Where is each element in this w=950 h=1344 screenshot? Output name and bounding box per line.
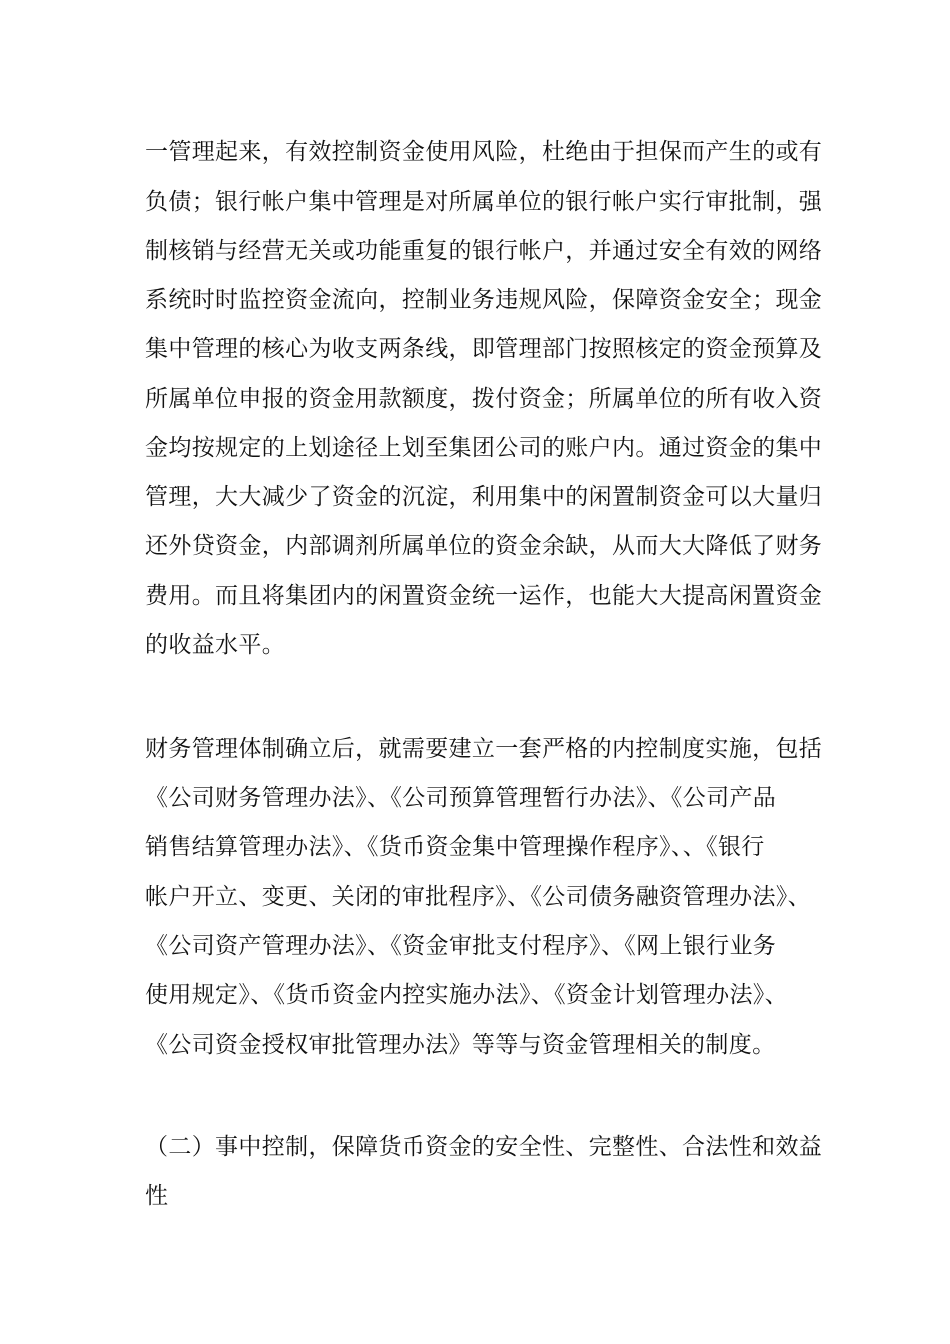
text-line: 一管理起来，有效控制资金使用风险，杜绝由于担保而产生的或有 bbox=[145, 139, 823, 165]
text-line: 帐户开立、变更、关闭的审批程序》、《公司债务融资管理办法》、 bbox=[145, 884, 811, 910]
heading-line: （二）事中控制，保障货币资金的安全性、完整性、合法性和效益 bbox=[145, 1134, 823, 1160]
text-line: 《公司资产管理办法》、《资金审批支付程序》、《网上银行业务 bbox=[145, 933, 777, 959]
text-line: 管理，大大减少了资金的沉淀，利用集中的闲置制资金可以大量归 bbox=[145, 484, 823, 510]
text-line: 《公司财务管理办法》、《公司预算管理暂行办法》、《公司产品 bbox=[145, 785, 777, 811]
text-line: 销售结算管理办法》、《货币资金集中管理操作程序》、、《银行 bbox=[145, 834, 765, 860]
text-line: 制核销与经营无关或功能重复的银行帐户，并通过安全有效的网络 bbox=[145, 238, 823, 264]
text-line: 使用规定》、《货币资金内控实施办法》、《资金计划管理办法》、 bbox=[145, 982, 788, 1008]
text-line: 集中管理的核心为收支两条线，即管理部门按照核定的资金预算及 bbox=[145, 336, 823, 362]
text-line: 财务管理体制确立后，就需要建立一套严格的内控制度实施，包括 bbox=[145, 736, 823, 762]
text-line: 所属单位申报的资金用款额度，拨付资金；所属单位的所有收入资 bbox=[145, 386, 823, 412]
heading-line: 性 bbox=[145, 1183, 169, 1209]
text-line: 的收益水平。 bbox=[145, 632, 286, 658]
text-line: 负债；银行帐户集中管理是对所属单位的银行帐户实行审批制，强 bbox=[145, 189, 823, 215]
text-line: 还外贷资金，内部调剂所属单位的资金余缺，从而大大降低了财务 bbox=[145, 533, 823, 559]
text-line: 金均按规定的上划途径上划至集团公司的账户内。通过资金的集中 bbox=[145, 435, 823, 461]
text-line: 系统时时监控资金流向，控制业务违规风险，保障资金安全；现金 bbox=[145, 287, 823, 313]
text-line: 《公司资金授权审批管理办法》等等与资金管理相关的制度。 bbox=[145, 1032, 776, 1058]
text-line: 费用。而且将集团内的闲置资金统一运作，也能大大提高闲置资金 bbox=[145, 583, 823, 609]
